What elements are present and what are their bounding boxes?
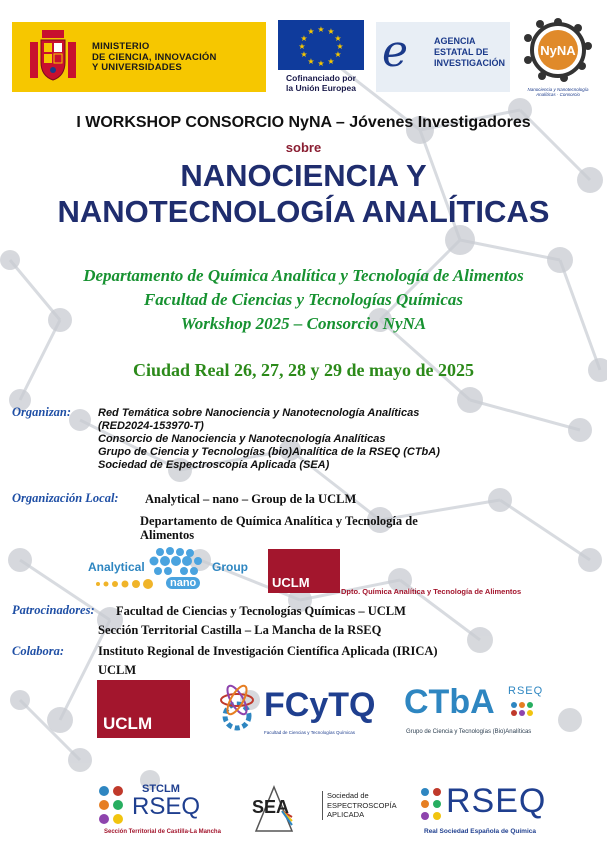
uclm-logo-small <box>268 549 340 593</box>
ctba-logo <box>404 683 560 741</box>
uclm-small-text: UCLM <box>272 575 310 590</box>
sea-logo <box>252 783 397 839</box>
rseq-dots-icon-large <box>418 786 448 826</box>
fcytq-text: FCyTQ <box>264 686 376 724</box>
organizan-line-2: (RED2024-153970-T) <box>98 420 204 432</box>
rseq-colored-dots-icon <box>96 785 132 827</box>
colabora-line-2: UCLM <box>98 663 137 677</box>
fcytq-caption: Facultad de Ciencias y Tecnologías Químicas <box>264 730 355 735</box>
stclm-rseq-logo <box>96 783 236 839</box>
fcytq-logo <box>212 680 382 742</box>
patrocinadores-line-2: Sección Territorial Castilla – La Mancha de la RSEQ <box>98 623 382 637</box>
svg-text:★: ★ <box>300 50 308 59</box>
group-text: Group <box>212 560 248 574</box>
patrocinadores-label: Patrocinadores: <box>12 603 95 617</box>
department-line-3: Workshop 2025 – Consorcio NyNA <box>180 314 427 333</box>
eu-line-2: la Unión Europea <box>286 83 356 93</box>
organizan-line-1: Red Temática sobre Nanociencia y Nanotecnología Analíticas <box>98 407 420 419</box>
spain-coat-of-arms-icon <box>24 28 82 86</box>
svg-text:★: ★ <box>334 50 342 59</box>
aei-e-icon: e <box>382 26 409 77</box>
dpto-caption: Dpto. Química Analítica y Tecnología de Alimentos <box>341 587 522 596</box>
sea-line-3: APLICADA <box>327 810 365 819</box>
local-line-2: Departamento de Química Analítica y Tecnología de <box>140 514 418 528</box>
department-line-1: Departamento de Química Analítica y Tecnología de Alimentos <box>83 266 524 285</box>
nyna-logo-text: NyNA <box>540 43 576 58</box>
local-line-3: Alimentos <box>140 528 195 542</box>
sea-line-1: Sociedad de <box>327 791 369 800</box>
analytical-text: Analytical <box>88 560 145 574</box>
organizan-line-3: Consorcio de Nanociencia y Nanotecnología Analíticas <box>98 433 386 445</box>
rseq-logo <box>418 780 558 840</box>
sea-text: SEA <box>252 797 290 817</box>
analytical-nano-group-logo <box>88 546 258 596</box>
main-title <box>0 158 607 230</box>
nyna-caption: Nanociencia y Nanotecnología Analíticas · Consorcio <box>527 87 589 97</box>
svg-text:★: ★ <box>307 57 315 66</box>
organizan-label: Organizan: <box>12 405 72 419</box>
ministerio-line-1: MINISTERIO <box>92 41 150 52</box>
main-title-line-2: NANOTECNOLOGÍA ANALÍTICAS <box>57 194 550 229</box>
nano-text: nano <box>166 577 200 589</box>
uclm-logo <box>97 680 190 738</box>
ministerio-line-3: Y UNIVERSIDADES <box>92 62 182 73</box>
organizan-list <box>98 407 598 472</box>
department-line-2: Facultad de Ciencias y Tecnologías Químicas <box>143 290 464 309</box>
rseq-dots-icon <box>508 699 548 725</box>
aei-line-1: AGENCIA <box>434 36 476 46</box>
local-line-1: Analytical – nano – Group de la UCLM <box>145 492 357 506</box>
ctba-rseq-text: RSEQ <box>508 685 544 697</box>
svg-text:★: ★ <box>307 27 315 36</box>
workshop-title: I WORKSHOP CONSORCIO NyNA – Jóvenes Investigadores <box>76 114 531 131</box>
organizan-line-5: Sociedad de Espectroscopía Aplicada (SEA) <box>98 459 330 471</box>
stclm-rseq-text: RSEQ <box>132 793 201 820</box>
department-block <box>0 264 607 336</box>
ministerio-logo <box>12 22 266 92</box>
eu-flag-icon <box>278 20 364 70</box>
nyna-gear-icon <box>520 16 596 82</box>
ctba-caption: Grupo de Ciencia y Tecnologías (Bio)Analíticas <box>406 729 532 735</box>
colabora-label: Colabora: <box>12 644 65 658</box>
uclm-text: UCLM <box>103 714 153 733</box>
local-dept <box>140 514 580 542</box>
eu-line-1: Cofinanciado por <box>286 73 356 83</box>
sea-line-2: ESPECTROSCOPÍA <box>327 800 397 810</box>
svg-text:★: ★ <box>298 42 306 51</box>
svg-text:★: ★ <box>300 34 308 43</box>
svg-text:★: ★ <box>327 27 335 36</box>
main-title-line-1: NANOCIENCIA Y <box>180 158 427 193</box>
colabora-line-1: Instituto Regional de Investigación Científica Aplicada (IRICA) <box>98 644 438 658</box>
svg-text:★: ★ <box>317 25 325 34</box>
patrocinadores-line-1: Facultad de Ciencias y Tecnologías Químicas – UCLM <box>116 604 406 618</box>
svg-text:★: ★ <box>327 57 335 66</box>
ministerio-line-2: DE CIENCIA, INNOVACIÓN <box>92 51 217 63</box>
svg-text:★: ★ <box>336 42 344 51</box>
organizan-line-4: Grupo de Ciencia y Tecnologías (bio)Analítica de la RSEQ (CTbA) <box>98 446 440 458</box>
atom-gear-icon <box>212 680 262 736</box>
rseq-text: RSEQ <box>446 782 547 820</box>
svg-text:★: ★ <box>317 59 325 68</box>
event-dates: Ciudad Real 26, 27, 28 y 29 de mayo de 2025 <box>132 360 474 380</box>
sea-name <box>322 791 397 820</box>
local-label: Organización Local: <box>12 491 119 505</box>
nyna-logo <box>520 16 596 96</box>
stclm-text: STCLM <box>142 783 180 795</box>
aei-line-2: ESTATAL DE <box>434 47 489 57</box>
svg-text:★: ★ <box>334 34 342 43</box>
eu-logo <box>272 18 370 94</box>
rseq-caption: Real Sociedad Española de Química <box>424 828 536 835</box>
stclm-caption: Sección Territorial de Castilla-La Mancha <box>104 829 221 835</box>
ctba-text: CTbA <box>404 683 495 721</box>
aei-logo <box>376 22 510 92</box>
aei-line-3: INVESTIGACIÓN <box>434 58 506 68</box>
sobre-text: sobre <box>285 140 322 155</box>
